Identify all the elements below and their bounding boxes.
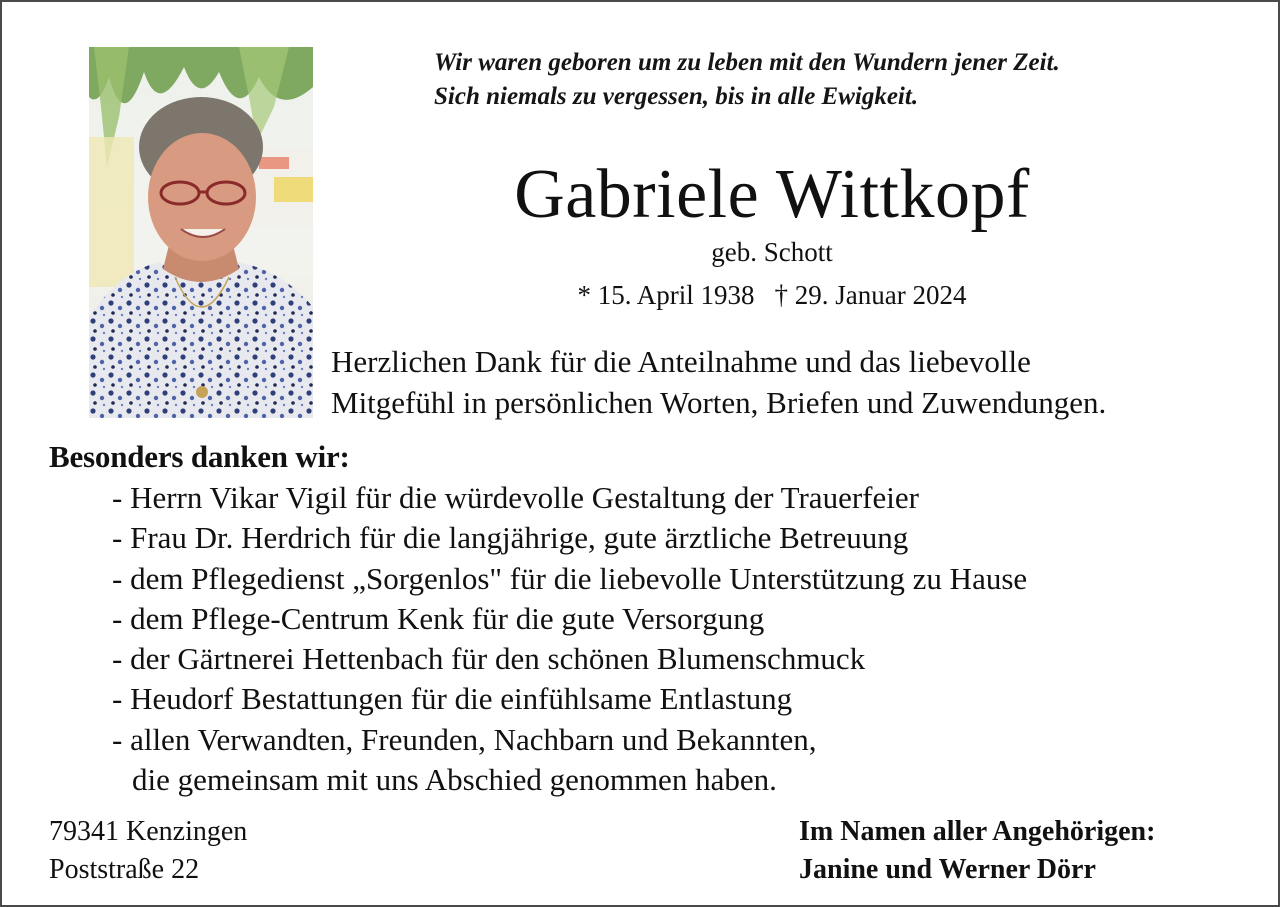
maiden-name: geb. Schott [711,237,833,267]
birth-date: * 15. April 1938 [577,280,755,310]
portrait-photo [89,47,313,418]
special-thanks-list [112,478,1232,800]
thanks-line-2: Mitgefühl in persönlichen Worten, Briefen und Zuwendungen. [331,385,1107,420]
address-street: Poststraße 22 [49,854,200,885]
memorial-quote [434,46,1254,114]
list-item: - Frau Dr. Herdrich für die langjährige, gute ärztliche Betreuung [112,520,909,556]
signature-line-1: Im Namen aller Angehörigen: [799,816,1156,847]
quote-line-2: Sich niemals zu vergessen, bis in alle Ewigkeit. [434,83,919,110]
special-thanks-heading: Besonders danken wir: [49,439,350,474]
deceased-name: Gabriele Wittkopf [514,156,1030,233]
signature-line-2: Janine und Werner Dörr [799,854,1096,885]
signature-block [799,813,1155,889]
list-item-continuation: die gemeinsam mit uns Abschied genommen haben. [132,762,777,798]
death-date: † 29. Januar 2024 [774,280,967,310]
address-block [49,813,247,889]
list-item: - dem Pflege-Centrum Kenk für die gute Versorgung [112,600,765,636]
list-item: - Heudorf Bestattungen für die einfühlsame Entlastung [112,681,793,717]
thanks-line-1: Herzlichen Dank für die Anteilnahme und das liebevolle [331,344,1031,379]
quote-line-1: Wir waren geboren um zu leben mit den Wundern jener Zeit. [434,49,1060,76]
thanks-text [331,341,1261,423]
address-city: 79341 Kenzingen [49,816,248,847]
list-item: - allen Verwandten, Freunden, Nachbarn und Bekannten, [112,721,817,757]
life-dates [322,277,1222,313]
list-item: - dem Pflegedienst „Sorgenlos" für die liebevolle Unterstützung zu Hause [112,560,1028,596]
list-item: - der Gärtnerei Hettenbach für den schönen Blumenschmuck [112,641,866,677]
list-item: - Herrn Vikar Vigil für die würdevolle Gestaltung der Trauerfeier [112,480,919,515]
